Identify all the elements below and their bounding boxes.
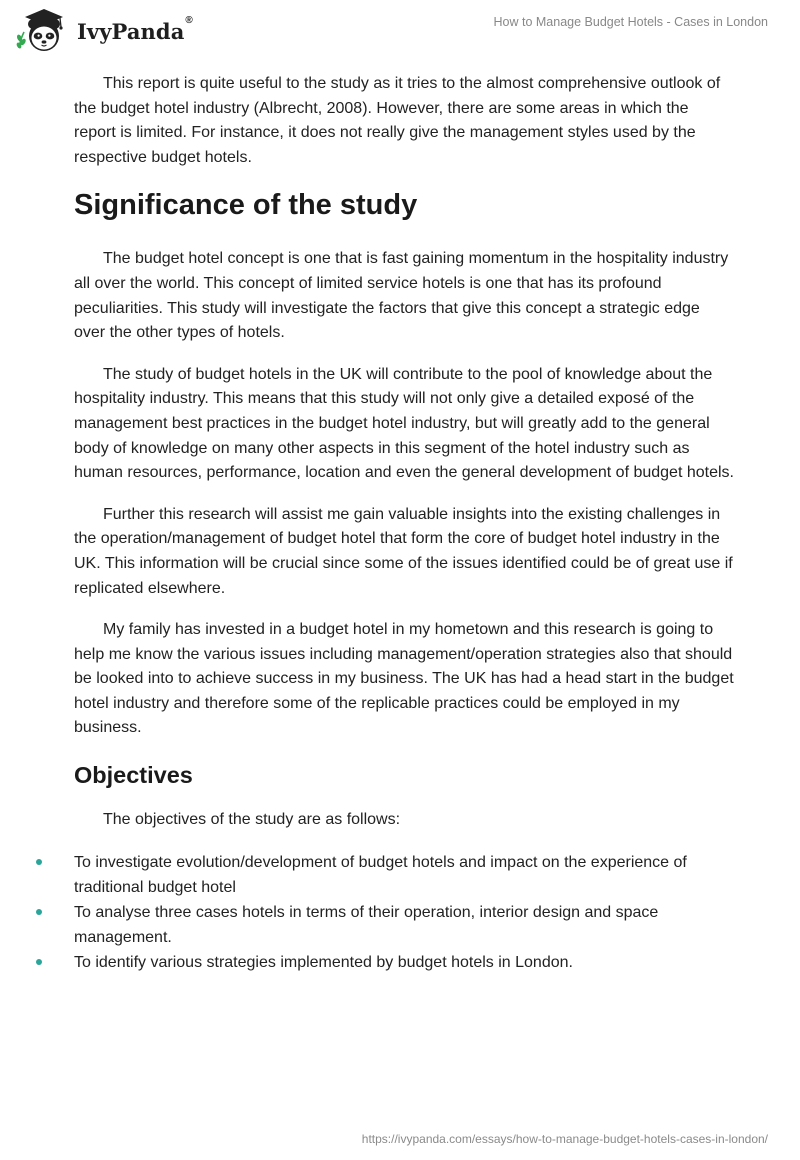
objective-text: To identify various strategies implemented by budget hotels in London. [74, 953, 573, 971]
registered-mark: ® [185, 14, 193, 26]
objective-text: To investigate evolution/development of budget hotels and impact on the experience of traditional budget hotel [74, 853, 687, 896]
significance-paragraph-3: Further this research will assist me gain valuable insights into the existing challenges in the operation/management of budget hotel that form the core of budget hotel industry in the UK. This information will be crucial since some of the issues identified could be of great use if replicated elsewhere. [74, 505, 733, 597]
page-header [0, 0, 800, 64]
brand-name: IvyPanda® [77, 14, 193, 44]
objective-text: To analyse three cases hotels in terms of their operation, interior design and space management. [74, 903, 659, 946]
significance-paragraph-2: The study of budget hotels in the UK will contribute to the pool of knowledge about the hospitality industry. This means that this study will not only give a detailed exposé of the management best practices in the budget hotel industry, but will greatly add to the general body of knowledge on many other aspects in this segment of the hotel industry such as human resources, performance, location and even the general development of budget hotels. [74, 365, 734, 482]
bullet-dot-icon [36, 859, 42, 865]
objectives-list [74, 850, 734, 975]
intro-paragraph: This report is quite useful to the study as it tries to the almost comprehensive outlook of the budget hotel industry (Albrecht, 2008). However, there are some areas in which the report is limited. For instance, it does not really give the management styles used by the respective budget hotels. [74, 75, 721, 166]
document-title: How to Manage Budget Hotels - Cases in London [493, 15, 768, 29]
objective-item [22, 900, 734, 950]
objective-item [22, 850, 734, 900]
significance-paragraph-1: The budget hotel concept is one that is fast gaining momentum in the hospitality industry all over the world. This concept of limited service hotels is one that has its profound peculiarities. This study will investigate the factors that give this concept a strategic edge over the other types of hotels. [74, 250, 729, 342]
bullet-dot-icon [36, 909, 42, 915]
significance-paragraph-4: My family has invested in a budget hotel in my hometown and this research is going to help me know the various issues including management/operation strategies also that should be looked into to achieve success in my business. The UK has had a head start in the budget hotel industry and therefore some of the replicable practices could be employed in my business. [74, 621, 734, 737]
objective-item [22, 950, 734, 975]
significance-heading: Significance of the study [74, 189, 418, 222]
objectives-heading: Objectives [74, 762, 193, 789]
essay-content [74, 72, 734, 975]
source-url[interactable]: https://ivypanda.com/essays/how-to-manage-budget-hotels-cases-in-london/ [361, 1132, 768, 1146]
ivypanda-logo[interactable] [16, 8, 193, 54]
objectives-intro: The objectives of the study are as follows: [103, 811, 401, 829]
bullet-dot-icon [36, 959, 42, 965]
panda-graduate-icon [16, 8, 72, 54]
